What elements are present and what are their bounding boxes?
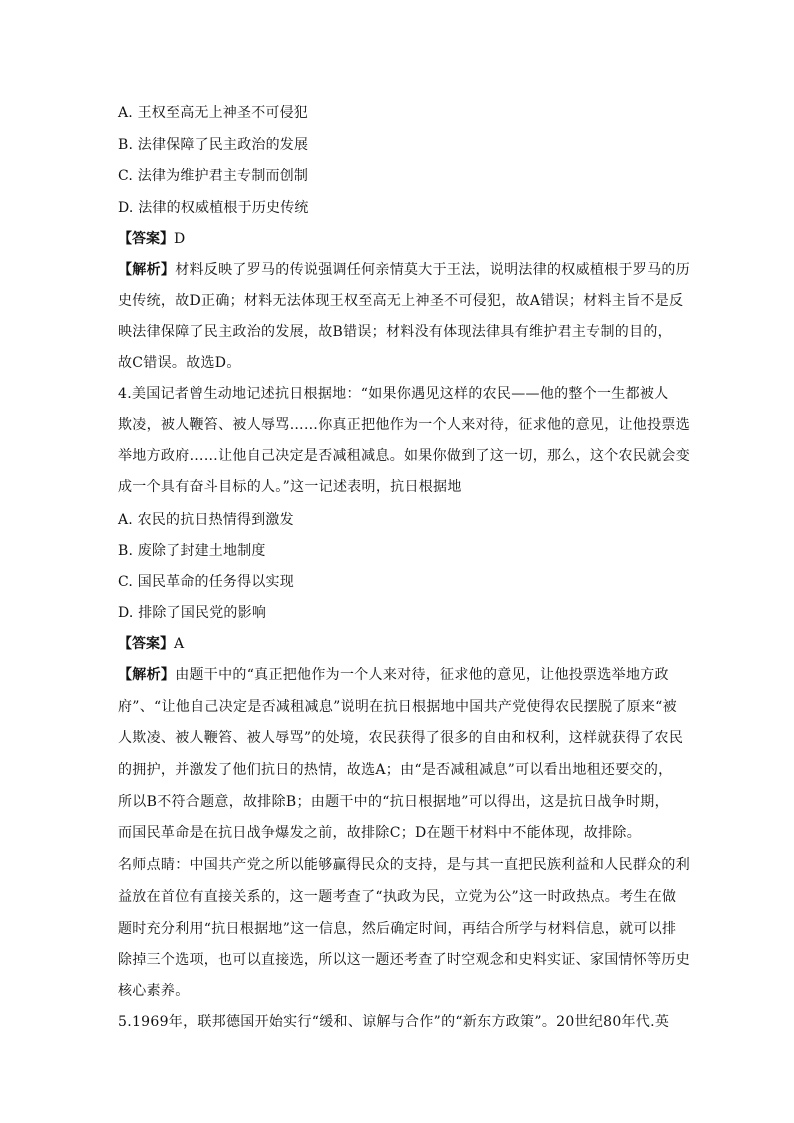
- q3-analysis-line-2: 史传统，故D正确；材料无法体现王权至高无上神圣不可侵犯，故A错误；材料主旨不是反: [118, 293, 684, 309]
- q3-option-c: C. 法律为维护君主专制而创制: [118, 168, 309, 184]
- answer-value: D: [174, 231, 186, 247]
- analysis-label: 【解析】: [118, 262, 176, 278]
- q4-tip-line-2: 益放在首位有直接关系的，这一题考查了“执政为民，立党为公”这一时政热点。考生在做: [118, 889, 677, 905]
- q4-stem-line-3: 举地方政府……让他自己决定是否减租减息。如果你做到了这一切，那么，这个农民就会变: [118, 448, 690, 464]
- q4-stem-line-4: 成一个具有奋斗目标的人。”这一记述表明，抗日根据地: [118, 479, 462, 495]
- analysis-text: 由题干中的“真正把他作为一个人来对待，征求他的意见，让他投票选举地方政: [175, 667, 669, 683]
- q4-stem-line-2: 欺凌，被人鞭笞、被人辱骂……你真正把他作为一个人来对待，征求他的意见，让他投票选: [118, 417, 690, 433]
- q4-answer: [118, 634, 184, 654]
- q4-analysis-line-3: 人欺凌、被人鞭笞、被人辱骂”的处境，农民获得了很多的自由和权利，这样就获得了农民: [118, 730, 684, 746]
- q4-tip-line-4: 除掉三个选项，也可以直接选，所以这一题还考查了时空观念和史料实证、家国情怀等历史: [118, 952, 690, 968]
- answer-label: 【答案】: [118, 231, 174, 247]
- q4-option-d: D. 排除了国民党的影响: [118, 605, 267, 621]
- q3-analysis-line-1: [118, 260, 690, 280]
- q3-option-a: A. 王权至高无上神圣不可侵犯: [118, 105, 309, 121]
- q4-option-b: B. 废除了封建土地制度: [118, 543, 266, 559]
- q3-analysis-line-4: 故C错误。故选D。: [118, 355, 241, 371]
- q5-stem-line-1: 5.1969年，联邦德国开始实行“缓和、谅解与合作”的“新东方政策”。20世纪80年代.英: [118, 1014, 670, 1030]
- q4-analysis-line-6: 而国民革命是在抗日战争爆发之前，故排除C；D在题干材料中不能体现，故排除。: [118, 825, 642, 841]
- answer-value: A: [174, 636, 185, 652]
- q4-tip-line-5: 核心素养。: [118, 983, 190, 999]
- q3-option-d: D. 法律的权威植根于历史传统: [118, 200, 309, 216]
- q3-analysis-line-3: 映法律保障了民主政治的发展，故B错误；材料没有体现法律具有维护君主专制的目的，: [118, 324, 672, 340]
- q3-option-b: B. 法律保障了民主政治的发展: [118, 137, 309, 153]
- q4-option-c: C. 国民革命的任务得以实现: [118, 574, 294, 590]
- q4-analysis-line-1: [118, 665, 669, 685]
- analysis-text: 材料反映了罗马的传说强调任何亲情莫大于王法，说明法律的权威植根于罗马的历: [175, 262, 691, 278]
- analysis-label: 【解析】: [118, 667, 176, 683]
- q4-analysis-line-5: 所以B不符合题意，故排除B；由题干中的“抗日根据地”可以得出，这是抗日战争时期，: [118, 794, 669, 810]
- answer-label: 【答案】: [118, 636, 174, 652]
- q4-tip-line-1: 名师点睛：中国共产党之所以能够赢得民众的支持，是与其一直把民族利益和人民群众的利: [118, 857, 690, 873]
- q4-tip-line-3: 题时充分利用“抗日根据地”这一信息，然后确定时间，再结合所学与材料信息，就可以排: [118, 921, 677, 937]
- q4-analysis-line-2: 府”、“让他自己决定是否减租减息”说明在抗日根据地中国共产党使得农民摆脱了原来“被: [118, 699, 677, 715]
- q4-stem-line-1: 4.美国记者曾生动地记述抗日根据地：“如果你遇见这样的农民——他的整个一生都被人: [118, 386, 669, 402]
- q4-analysis-line-4: 的拥护，并激发了他们抗日的热情，故选A；由“是否减租减息”可以看出地租还要交的，: [118, 762, 673, 778]
- q3-answer: [118, 229, 185, 249]
- q4-option-a: A. 农民的抗日热情得到激发: [118, 512, 294, 528]
